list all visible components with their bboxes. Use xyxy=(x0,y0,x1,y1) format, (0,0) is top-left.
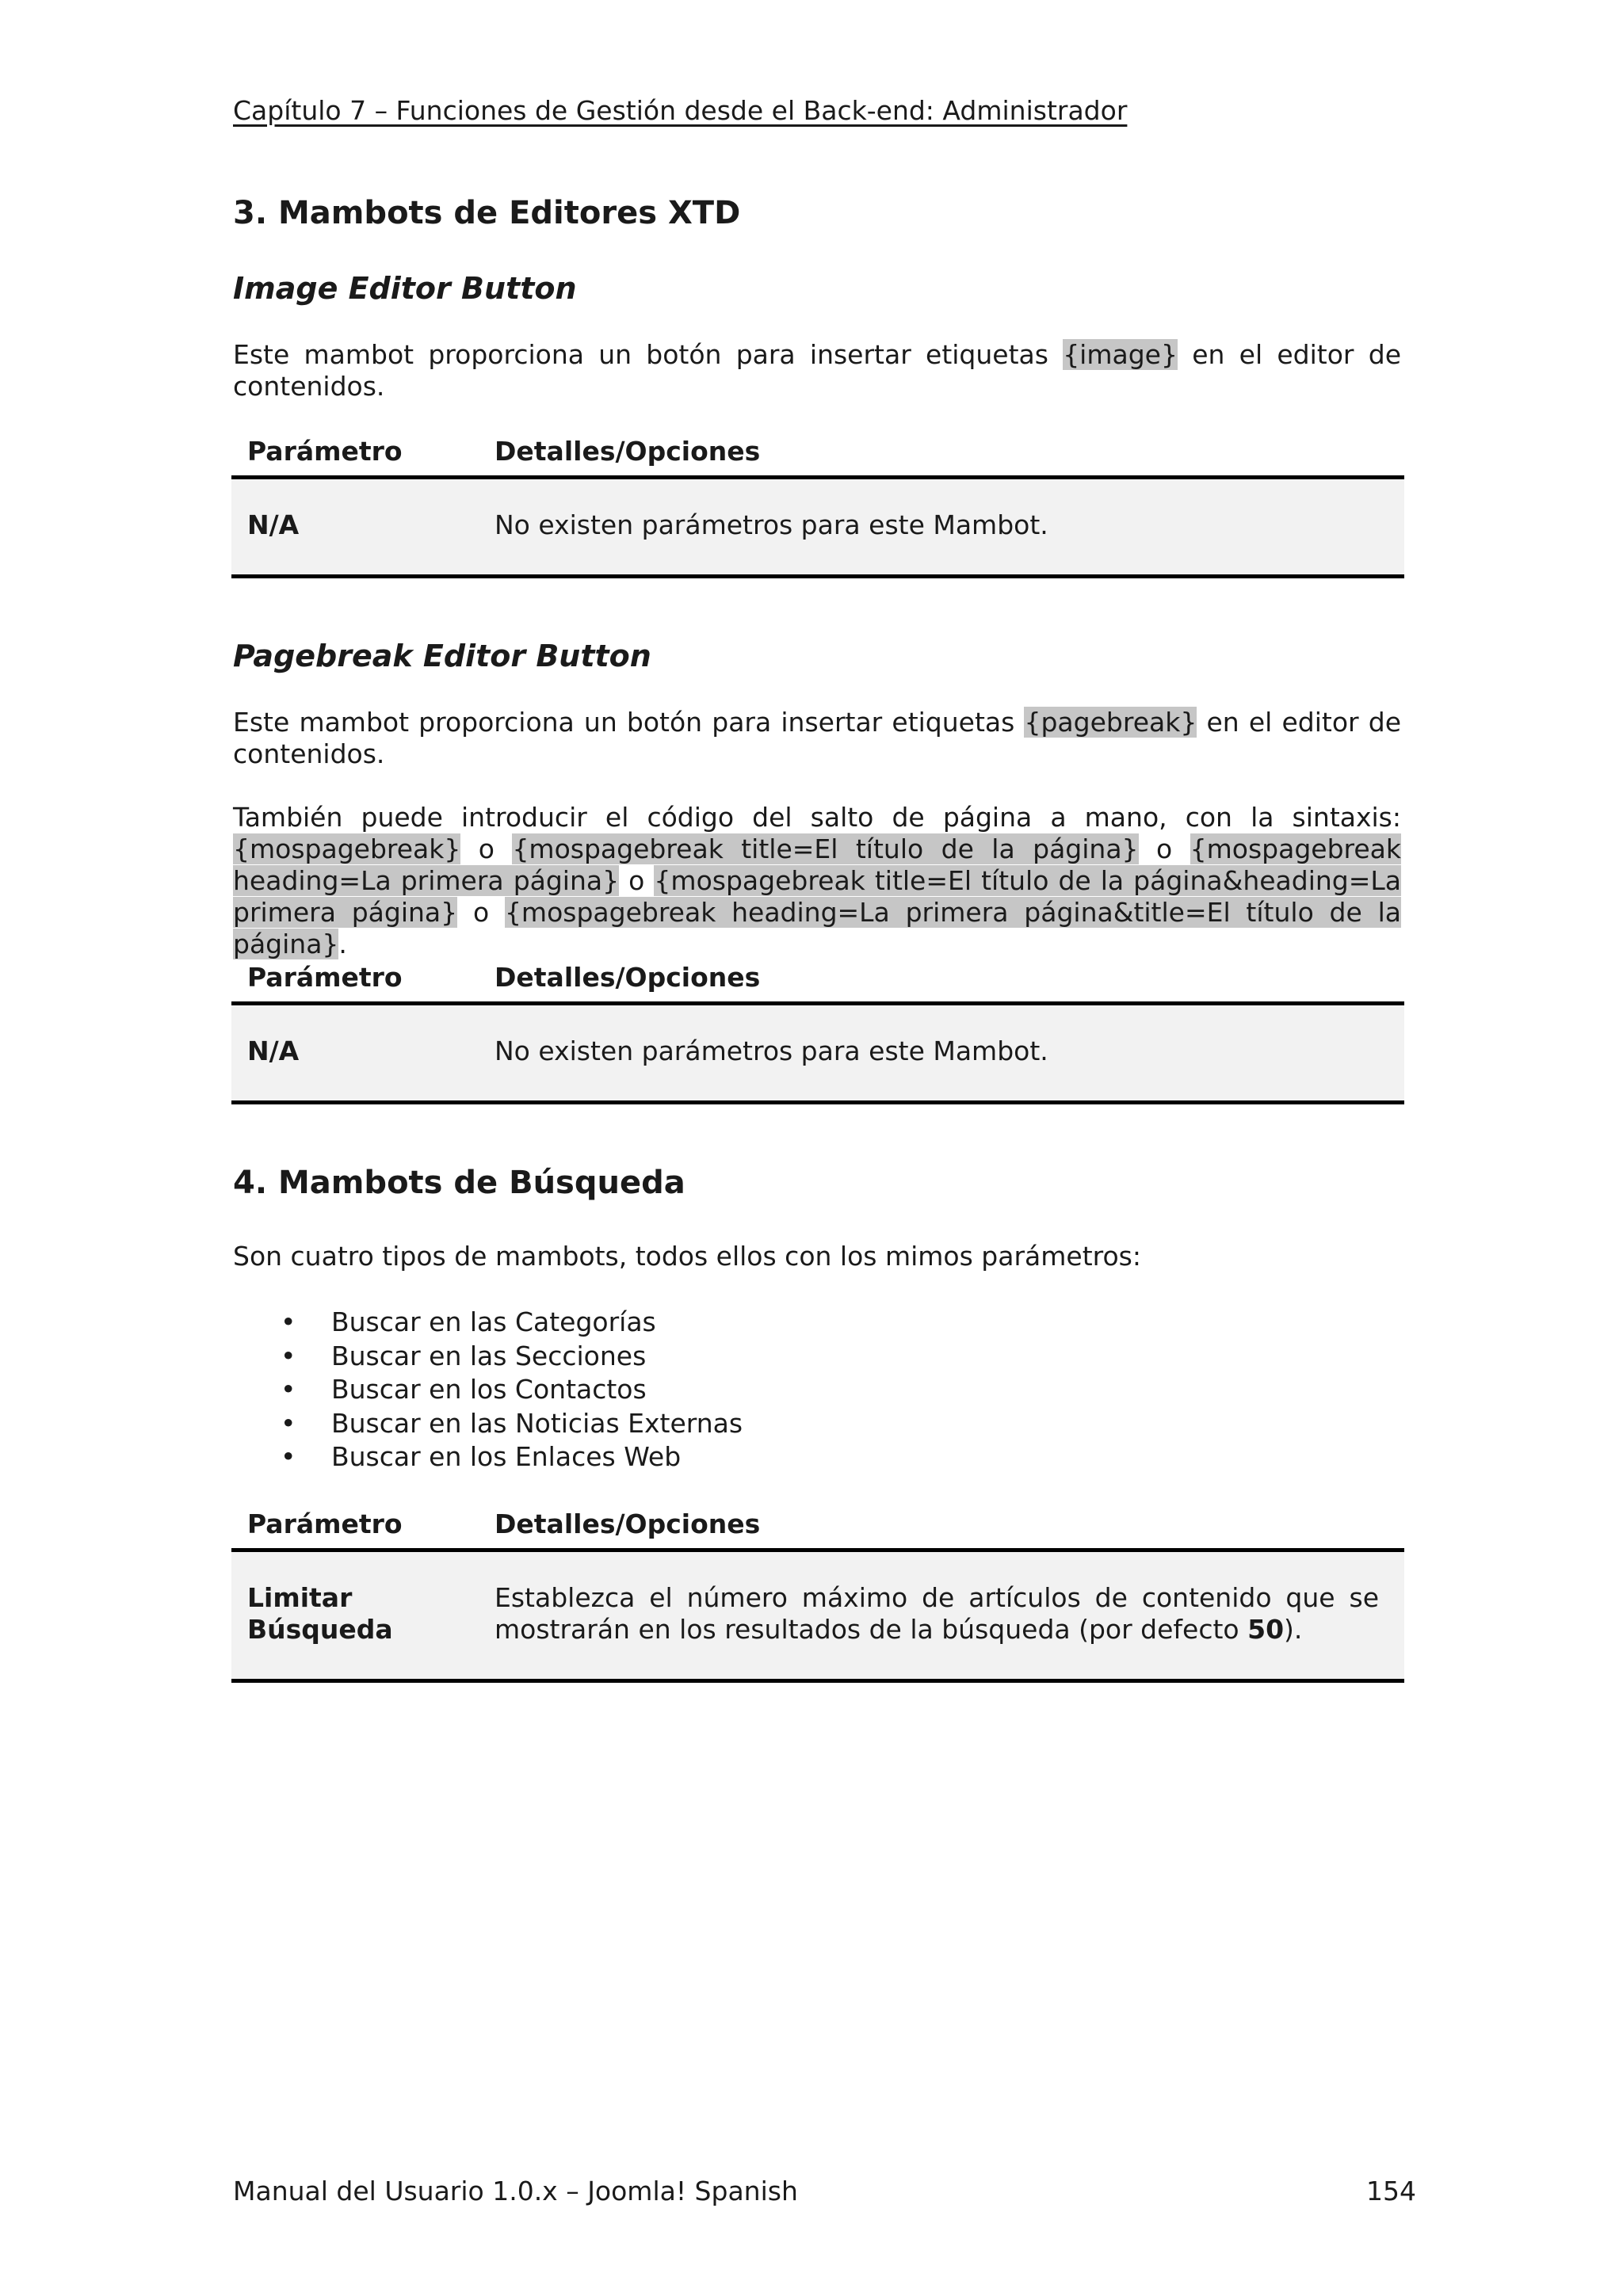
table-cell-parameter: N/A xyxy=(247,509,300,540)
table-row xyxy=(231,1005,1404,1100)
image-editor-text-after: en el editor de contenidos. xyxy=(233,339,1401,402)
pagebreak-text-after: en el editor de contenidos. xyxy=(233,707,1401,769)
list-item: • Buscar en las Categorías xyxy=(233,1306,743,1340)
table-cell-details: No existen parámetros para este Mambot. xyxy=(495,1035,1048,1066)
table-header-parameter: Parámetro xyxy=(247,1508,403,1539)
table-header xyxy=(231,954,1404,1001)
list-item: • Buscar en los Contactos xyxy=(233,1373,743,1407)
section-3-title: 3. Mambots de Editores XTD xyxy=(233,195,741,231)
table-header-details: Detalles/Opciones xyxy=(495,436,761,467)
table-row xyxy=(231,479,1404,574)
table-header xyxy=(231,428,1404,475)
table-row xyxy=(231,1552,1404,1679)
pagebreak-editor-description xyxy=(233,707,1401,770)
table-bottom-rule xyxy=(231,1679,1404,1683)
syntax-sep-1: o xyxy=(460,833,513,864)
syntax-code-3: {mospagebreak heading=La primera página} xyxy=(233,833,1401,896)
syntax-code-2: {mospagebreak title=El título de la página} xyxy=(512,833,1139,864)
default-value: 50 xyxy=(1247,1614,1285,1645)
image-tag-code: {image} xyxy=(1063,339,1178,370)
list-item: • Buscar en las Noticias Externas xyxy=(233,1407,743,1441)
bullet-icon: • xyxy=(281,1374,296,1405)
search-params-table xyxy=(231,1501,1404,1683)
pagebreak-syntax-paragraph xyxy=(233,802,1401,960)
image-editor-title: Image Editor Button xyxy=(233,271,577,306)
table-header xyxy=(231,1501,1404,1548)
table-header-details: Detalles/Opciones xyxy=(495,1508,761,1539)
bullet-icon: • xyxy=(281,1407,296,1439)
pagebreak-tag-code: {pagebreak} xyxy=(1024,707,1197,738)
table-bottom-rule xyxy=(231,574,1404,578)
footer-manual-title: Manual del Usuario 1.0.x – Joomla! Spanish xyxy=(233,2176,798,2206)
section-4-title: 4. Mambots de Búsqueda xyxy=(233,1165,685,1201)
table-cell-parameter: N/A xyxy=(247,1035,300,1066)
table-header-details: Detalles/Opciones xyxy=(495,962,761,993)
table-cell-parameter: Limitar Búsqueda xyxy=(247,1582,393,1645)
pagebreak-editor-title: Pagebreak Editor Button xyxy=(233,639,651,673)
syntax-sep-3: o xyxy=(619,865,655,896)
pagebreak-text-before: Este mambot proporciona un botón para insertar etiquetas xyxy=(233,707,1025,738)
bullet-icon: • xyxy=(281,1441,296,1472)
syntax-sep-2: o xyxy=(1138,833,1190,864)
syntax-code-5: {mospagebreak heading=La primera página&title=El título de la página} xyxy=(233,897,1401,959)
list-item: • Buscar en las Secciones xyxy=(233,1340,743,1374)
footer-page-number: 154 xyxy=(1366,2176,1416,2206)
bullet-icon: • xyxy=(281,1340,296,1371)
syntax-end: . xyxy=(338,929,347,959)
section-4-intro: Son cuatro tipos de mambots, todos ellos con los mimos parámetros: xyxy=(233,1241,1141,1272)
search-mambots-list xyxy=(233,1306,743,1474)
bullet-icon: • xyxy=(281,1306,296,1337)
syntax-sep-4: o xyxy=(457,897,505,928)
chapter-header: Capítulo 7 – Funciones de Gestión desde el Back-end: Administrador xyxy=(233,95,1128,126)
table-cell-details: Establezca el número máximo de artículos de contenido que se mostrarán en los resultados de la búsqueda (por defecto 50). xyxy=(495,1582,1379,1645)
pagebreak-editor-params-table xyxy=(231,954,1404,1104)
syntax-code-1: {mospagebreak} xyxy=(233,833,461,864)
list-item: • Buscar en los Enlaces Web xyxy=(233,1440,743,1474)
table-bottom-rule xyxy=(231,1100,1404,1104)
image-editor-params-table xyxy=(231,428,1404,578)
syntax-intro: También puede introducir el código del salto de página a mano, con la sintaxis: xyxy=(233,802,1401,833)
table-header-parameter: Parámetro xyxy=(247,436,403,467)
image-editor-text-before: Este mambot proporciona un botón para insertar etiquetas xyxy=(233,339,1064,370)
table-cell-details: No existen parámetros para este Mambot. xyxy=(495,509,1048,540)
syntax-code-4: {mospagebreak title=El título de la página&heading=La primera página} xyxy=(233,865,1402,928)
table-header-parameter: Parámetro xyxy=(247,962,403,993)
image-editor-description xyxy=(233,339,1401,402)
